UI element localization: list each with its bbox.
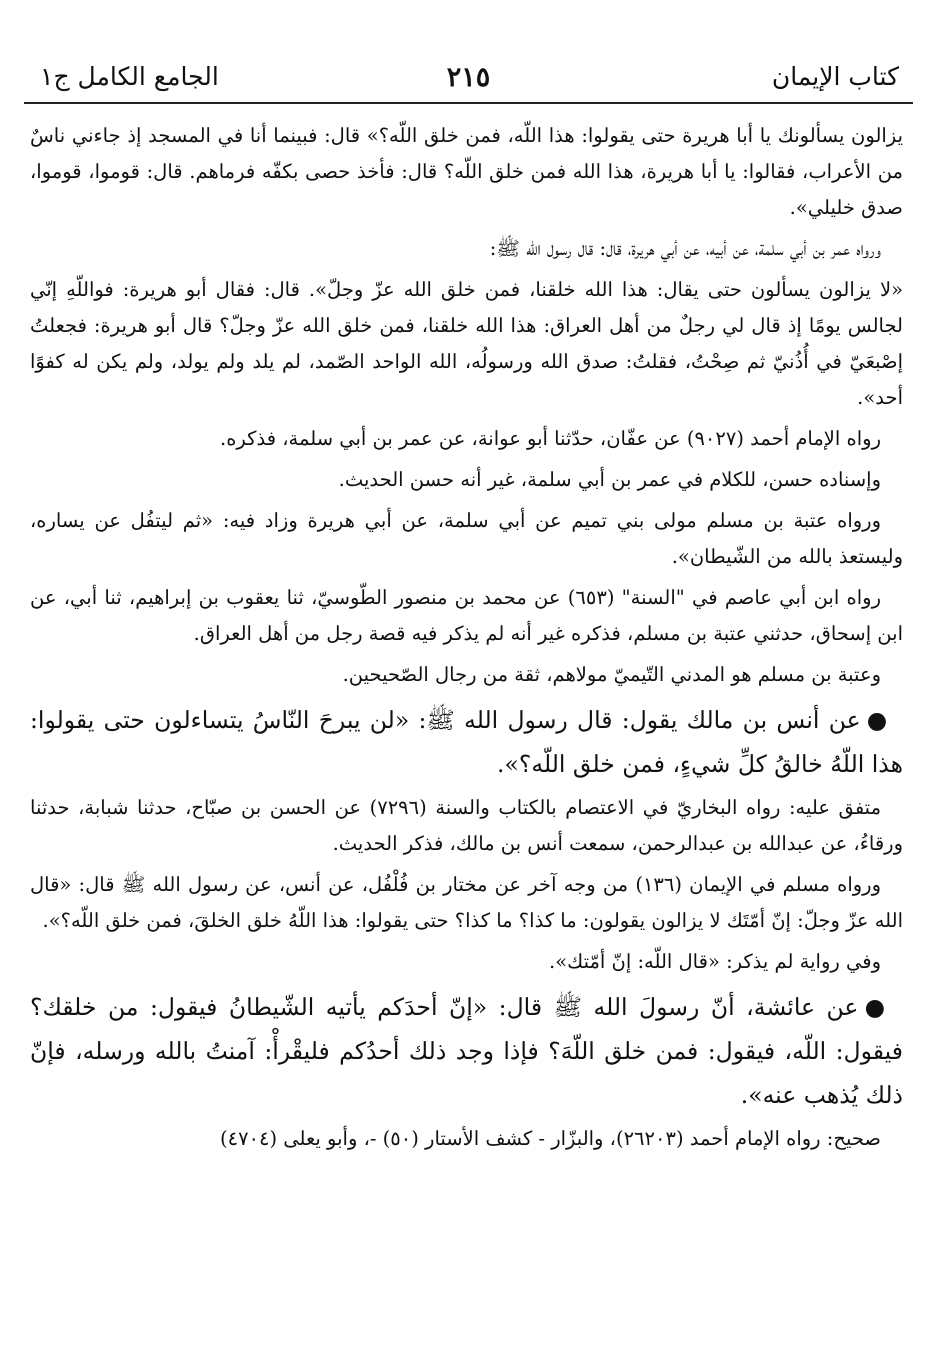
paragraph: رواه ابن أبي عاصم في "السنة" (٦٥٣) عن محمد بن منصور الطّوسيّ، ثنا يعقوب بن إبراهيم، ثنا أبي، عن ابن إسحاق، حدثني عتبة بن مسلم، فذكره غير أنه لم يذكر فيه قصة رجل من أهل العراق. — [30, 586, 903, 645]
paragraph: متفق عليه: رواه البخاريّ في الاعتصام بالكتاب والسنة (٧٢٩٦) عن الحسن بن صبّاح، حدثنا شبابة، حدثنا ورقاءُ، عن عبدالله بن عبدالرحمن، سمعت أنس بن مالك، فذكر الحديث. — [30, 796, 903, 855]
paragraph: رواه الإمام أحمد (٩٠٢٧) عن عفّان، حدّثنا أبو عوانة، عن عمر بن أبي سلمة، فذكره. — [220, 427, 881, 450]
bullet-icon: ● — [866, 706, 889, 734]
paragraph: وعتبة بن مسلم هو المدني التّيميّ مولاهم، ثقة من رجال الصّحيحين. — [342, 663, 881, 686]
paragraph: وإسناده حسن، للكلام في عمر بن أبي سلمة، غير أنه حسن الحديث. — [338, 468, 881, 491]
page-number: ٢١٥ — [446, 62, 491, 93]
paragraph: وفي رواية لم يذكر: «قال اللّه: إنّ أمّتك». — [549, 950, 881, 973]
hadith-paragraph: ●عن عائشة، أنّ رسولَ الله ﷺ قال: «إنّ أحدَكم يأتيه الشّيطانُ فيقول: من خلقك؟ فيقول: اللّه، فيقول: فمن خلق اللّهَ؟ فإذا وجد ذلك أحدُكم فليقْرأْ: آمنتُ بالله ورسله، فإنّ ذلك يُذهب عنه». — [30, 993, 903, 1109]
page-body — [30, 118, 903, 1162]
paragraph: ورواه عتبة بن مسلم مولى بني تميم عن أبي سلمة، عن أبي هريرة وزاد فيه: «ثم ليتفُل عن يساره، وليستعذ بالله من الشّيطان». — [30, 509, 903, 568]
paragraph: صحيح: رواه الإمام أحمد (٢٦٢٠٣)، والبزّار - كشف الأستار (٥٠) -، وأبو يعلى (٤٧٠٤) — [219, 1127, 881, 1150]
bullet-icon: ● — [864, 993, 889, 1021]
chapter-title: كتاب الإيمان — [771, 62, 899, 91]
paragraph: يزالون يسألونك يا أبا هريرة حتى يقولوا: هذا اللّه، فمن خلق اللّه؟» قال: فبينما أنا في المسجد إذ جاءني ناسٌ من الأعراب، فقالوا: يا أبا هريرة، هذا الله فمن خلق اللّه؟ قال: فأخذ حصى بكفّه فرماهم. قال: قوموا، قوموا، صدق خليلي». — [30, 124, 903, 219]
paragraph: ورواه عمر بن أبي سلمة، عن أبيه، عن أبي هريرة، قال: قال رسول الله ﷺ: — [489, 237, 881, 260]
book-title: الجامع الكامل ج١ — [40, 62, 219, 91]
hadith-paragraph: ●عن أنس بن مالك يقول: قال رسول الله ﷺ: «لن يبرحَ النّاسُ يتساءلون حتى يقولوا: هذا اللّهُ خالقُ كلِّ شيءٍ، فمن خلق اللّه؟». — [30, 706, 903, 778]
page-header — [24, 58, 913, 104]
paragraph: ورواه مسلم في الإيمان (١٣٦) من وجه آخر عن مختار بن فُلْفُل، عن أنس، عن رسول الله ﷺ قال: «قال الله عزّ وجلّ: إنّ أمّتَك لا يزالون يقولون: ما كذا؟ ما كذا؟ حتى يقولوا: هذا اللّهُ خلق الخلقَ، فمن خلق اللّه؟». — [30, 873, 903, 932]
paragraph: «لا يزالون يسألون حتى يقال: هذا الله خلقنا، فمن خلق الله عزّ وجلّ». قال: فقال أبو هريرة: فواللّهِ إنّي لجالس يومًا إذ قال لي رجلٌ من أهل العراق: هذا الله خلقنا، فمن خلق الله عزّ وجلّ؟ قال أبو هريرة: فجعلتُ إصْبعَيّ في أُذُنيّ ثم صِحْتُ، فقلتُ: صدق الله ورسولُه، الله الواحد الصّمد، لم يلد ولم يولد، ولم يكن له كفوًا أحد». — [30, 278, 903, 409]
